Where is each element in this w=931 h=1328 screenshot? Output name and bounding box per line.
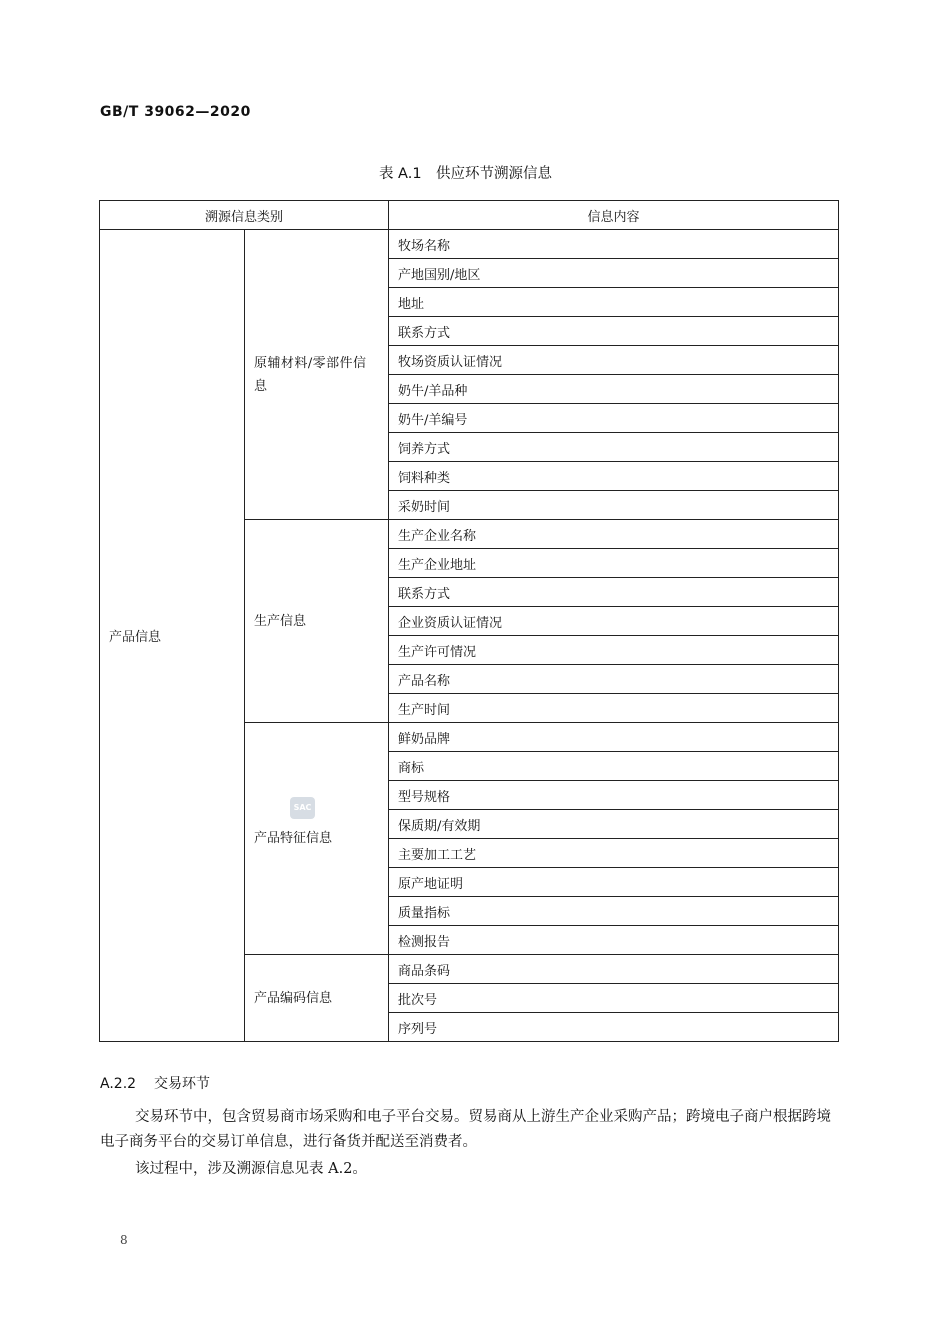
section-number: A.2.2	[100, 1076, 137, 1092]
info-content-cell: 饲养方式	[389, 433, 839, 462]
info-content-cell: 牧场资质认证情况	[389, 346, 839, 375]
info-content-cell: 质量指标	[389, 897, 839, 926]
info-content-cell: 主要加工工艺	[389, 839, 839, 868]
info-content-cell: 奶牛/羊品种	[389, 375, 839, 404]
subcategory-cell	[245, 955, 389, 1042]
info-content-cell: 生产企业地址	[389, 549, 839, 578]
info-content-cell: 批次号	[389, 984, 839, 1013]
info-content-cell: 生产时间	[389, 694, 839, 723]
info-content-cell: 联系方式	[389, 317, 839, 346]
info-content-cell: 生产企业名称	[389, 520, 839, 549]
subcategory-label: 生产信息	[254, 613, 307, 629]
info-content-cell: 采奶时间	[389, 491, 839, 520]
subcategory-cell	[245, 230, 389, 520]
info-content-cell: 检测报告	[389, 926, 839, 955]
info-content-cell: 保质期/有效期	[389, 810, 839, 839]
info-content-cell: 型号规格	[389, 781, 839, 810]
paragraph: 该过程中，涉及溯源信息见表 A.2。	[135, 1161, 367, 1177]
info-content-cell: 商标	[389, 752, 839, 781]
column-header-content: 信息内容	[389, 201, 839, 230]
info-content-cell: 产地国别/地区	[389, 259, 839, 288]
page-number: 8	[120, 1233, 128, 1247]
subcategory-label: 产品编码信息	[254, 990, 333, 1006]
info-content-cell: 产品名称	[389, 665, 839, 694]
subcategory-cell	[245, 723, 389, 955]
paragraph: 交易环节中，包含贸易商市场采购和电子平台交易。贸易商从上游生产企业采购产品；跨境电子商户根据跨境电子商务平台的交易订单信息，进行备货并配送至消费者。	[100, 1109, 831, 1150]
info-content-cell: 地址	[389, 288, 839, 317]
info-content-cell: 生产许可情况	[389, 636, 839, 665]
section-heading	[100, 1073, 210, 1093]
subcategory-label: 产品特征信息	[254, 831, 333, 846]
table-title: 表 A.1 供应环节溯源信息	[378, 166, 553, 182]
info-content-cell: 联系方式	[389, 578, 839, 607]
table-row	[100, 230, 839, 259]
info-content-cell: 原产地证明	[389, 868, 839, 897]
table-header-row	[100, 201, 839, 230]
standard-code: GB/T 39062—2020	[100, 104, 251, 120]
category-cell: 产品信息	[100, 230, 245, 1042]
subcategory-cell	[245, 520, 389, 723]
trace-info-table	[99, 200, 839, 1042]
info-content-cell: 鲜奶品牌	[389, 723, 839, 752]
info-content-cell: 牧场名称	[389, 230, 839, 259]
info-content-cell: 序列号	[389, 1013, 839, 1042]
section-title: 交易环节	[154, 1076, 211, 1092]
info-content-cell: 企业资质认证情况	[389, 607, 839, 636]
sac-watermark-logo: SAC	[290, 797, 315, 819]
column-header-category: 溯源信息类别	[100, 201, 389, 230]
info-content-cell: 饲料种类	[389, 462, 839, 491]
subcategory-label: 原辅材料/零部件信息	[254, 355, 367, 394]
info-content-cell: 奶牛/羊编号	[389, 404, 839, 433]
info-content-cell: 商品条码	[389, 955, 839, 984]
